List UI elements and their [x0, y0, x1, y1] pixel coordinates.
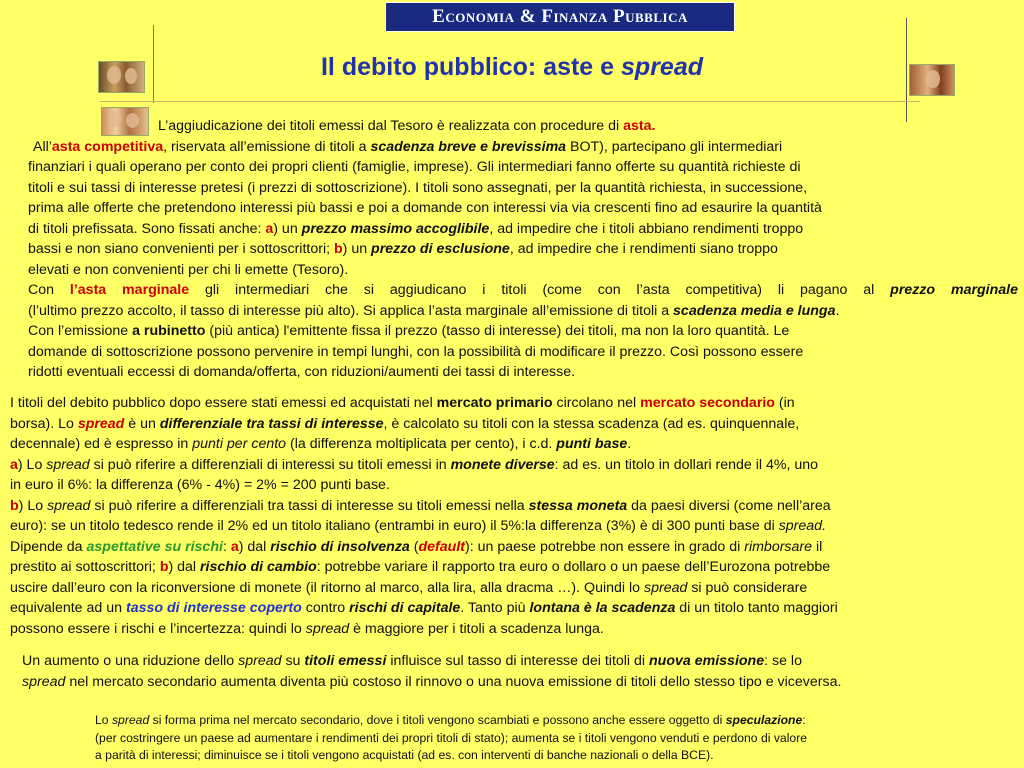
portrait-thumbnail-right: [909, 64, 955, 96]
paragraph-auctions: L’aggiudicazione dei titoli emessi dal Tesoro è realizzata con procedure di asta. All’asta competitiva, riservata all’emissione di titoli a scadenza breve e brevissima BOT), partecipano gli intermediari finanziari i quali operano per conto dei propri clienti (famiglie, imprese). Gli intermediari fanno offerte su quantità richieste di titoli e sui tassi di interesse pretesi (i prezzi di sottoscrizione). I titoli sono assegnati, per la quantità richiesta, in successione, prima alle offerte che pretendono interessi più bassi e poi a domande con interessi via via crescenti fino ad esaurire la quantità di titoli prefissata. Sono fissati anche: a) un prezzo massimo accoglibile, ad impedire che i titoli abbiano rendimenti troppo bassi e non siano convenienti per i sottoscrittori; b) un prezzo di esclusione, ad impedire che i rendimenti siano troppo elevati e non convenienti per chi li emette (Tesoro). Con l’asta marginale gli intermediari che si aggiudicano i titoli (come con l’asta competitiva) li pagano al prezzo marginale (l’ultimo prezzo accolto, il tasso di interesse più alto). Si applica l’asta marginale all’emissione di titoli a scadenza media e lunga. Con l’emissione a rubinetto (più antica) l'emittente fissa il prezzo (tasso di interesse) dei titoli, ma non la loro quantità. Le domande di sottoscrizione possono pervenire in tempi lunghi, con la possibilità di modificare il prezzo. Così possono essere ridotti eventuali eccessi di domanda/offerta, con riduzioni/aumenti dei tassi di interesse.: [28, 118, 1019, 380]
slide-title: Il debito pubblico: aste e spread: [320, 53, 703, 81]
portrait-thumbnail-left-1: [98, 61, 145, 93]
paragraph-new-issues: Un aumento o una riduzione dello spread su titoli emessi influisce sul tasso di interesse dei titoli di nuova emissione: se lo spread nel mercato secondario aumenta diventa più costoso il rinnovo o una nuova emissione di titoli dello stesso tipo e viceversa.: [22, 653, 842, 690]
divider-horizontal: [100, 101, 920, 102]
paragraph-spread: I titoli del debito pubblico dopo essere stati emessi ed acquistati nel mercato primario circolano nel mercato secondario (in borsa). Lo spread è un differenziale tra tassi di interesse, è calcolato su titoli con la stessa scadenza (ad es. quinquennale, decennale) ed è espresso in punti per cento (la differenza moltiplicata per cento), i c.d. punti base. a) Lo spread si può riferire a differenziali di interessi su titoli emessi in monete diverse: ad es. un titolo in dollari rende il 4%, uno in euro il 6%: la differenza (6% - 4%) = 2% = 200 punti base. b) Lo spread si può riferire a differenziali tra tassi di interesse su titoli emessi nella stessa moneta da paesi diversi (come nell’area euro): se un titolo tedesco rende il 2% ed un titolo italiano (entrambi in euro) il 5%:la differenza (3%) è di 300 punti base di spread. Dipende da aspettative su rischi: a) dal rischio di insolvenza (default): un paese potrebbe non essere in grado di rimborsare il prestito ai sottoscrittori; b) dal rischio di cambio: potrebbe variare il rapporto tra euro o dollaro o un paese dell’Eurozona potrebbe uscire dall’euro con la riconversione di monete (il ritorno al marco, alla lira, alla dracma …). Quindi lo spread si può considerare equivalente ad un tasso di interesse coperto contro rischi di capitale. Tanto più lontana è la scadenza di un titolo tanto maggiori possono essere i rischi e l’incertezza: quindi lo spread è maggiore per i titoli a scadenza lunga.: [10, 395, 838, 637]
course-banner: Economia & Finanza Pubblica: [385, 2, 735, 32]
footnote-speculation: Lo spread si forma prima nel mercato secondario, dove i titoli vengono scambiati e possono anche essere oggetto di speculazione: (per costringere un paese ad aumentare i rendimenti dei propri titoli di stato); aumenta se i titoli vengono venduti e perdono di valore a parità di interessi; diminuisce se i titoli vengono acquistati (ad es. con interventi di banche nazionali o della BCE).: [95, 713, 808, 762]
